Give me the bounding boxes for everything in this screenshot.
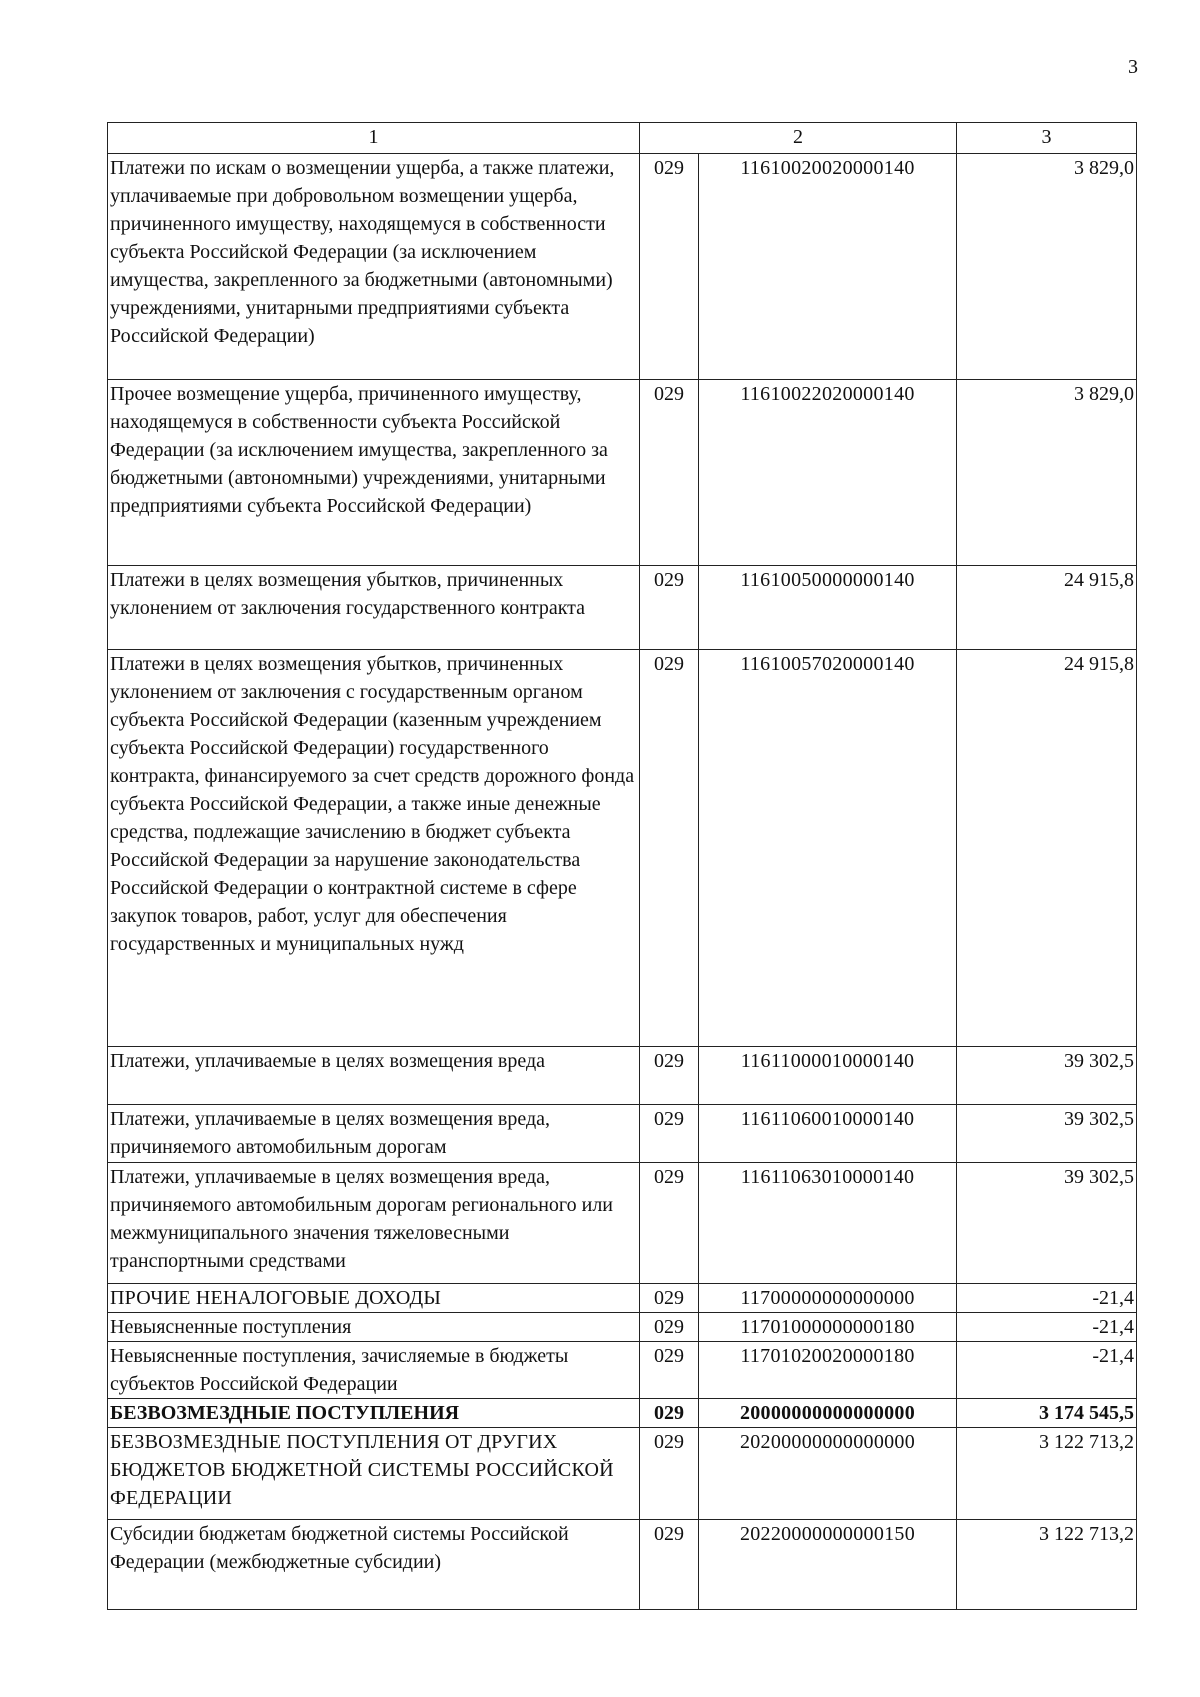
table-row xyxy=(108,566,1137,650)
row-name: Платежи в целях возмещения убытков, причиненных уклонением от заключения с государственным органом субъекта Российской Федерации (казенным учреждением субъекта Российской Федерации) государственного контракта, финансируемого за счет средств дорожного фонда субъекта Российской Федерации, а также иные денежные средства, подлежащие зачислению в бюджет субъекта Российской Федерации за нарушение законодательства Российской Федерации о контрактной системе в сфере закупок товаров, работ, услуг для обеспечения государственных и муниципальных нужд xyxy=(108,650,640,1047)
row-name: Невыясненные поступления xyxy=(108,1313,640,1342)
row-amount: -21,4 xyxy=(957,1284,1137,1313)
row-admin-code: 029 xyxy=(640,1342,699,1399)
table-row xyxy=(108,1313,1137,1342)
row-admin-code: 029 xyxy=(640,1105,699,1163)
row-budget-code: 20200000000000000 xyxy=(699,1428,957,1520)
row-budget-code: 11700000000000000 xyxy=(699,1284,957,1313)
row-budget-code: 11701020020000180 xyxy=(699,1342,957,1399)
table-row xyxy=(108,1342,1137,1399)
header-col-1: 1 xyxy=(108,123,640,154)
row-amount: 3 122 713,2 xyxy=(957,1520,1137,1610)
row-admin-code: 029 xyxy=(640,1520,699,1610)
row-amount: 24 915,8 xyxy=(957,650,1137,1047)
row-budget-code: 20000000000000000 xyxy=(699,1399,957,1428)
table-row xyxy=(108,154,1137,380)
row-budget-code: 11610050000000140 xyxy=(699,566,957,650)
row-admin-code: 029 xyxy=(640,1313,699,1342)
row-amount: -21,4 xyxy=(957,1313,1137,1342)
row-name: Прочее возмещение ущерба, причиненного имуществу, находящемуся в собственности субъекта Российской Федерации (за исключением имущества, закрепленного за бюджетными (автономными) учреждениями, унитарными предприятиями субъекта Российской Федерации) xyxy=(108,380,640,566)
row-amount: 39 302,5 xyxy=(957,1047,1137,1105)
row-name: Платежи, уплачиваемые в целях возмещения вреда, причиняемого автомобильным дорогам xyxy=(108,1105,640,1163)
row-admin-code: 029 xyxy=(640,154,699,380)
row-admin-code: 029 xyxy=(640,650,699,1047)
table-header-row xyxy=(108,123,1137,154)
row-admin-code: 029 xyxy=(640,1047,699,1105)
table-row xyxy=(108,1163,1137,1284)
row-name: БЕЗВОЗМЕЗДНЫЕ ПОСТУПЛЕНИЯ xyxy=(108,1399,640,1428)
row-name: Платежи, уплачиваемые в целях возмещения вреда, причиняемого автомобильным дорогам регионального или межмуниципального значения тяжеловесными транспортными средствами xyxy=(108,1163,640,1284)
row-budget-code: 11610057020000140 xyxy=(699,650,957,1047)
row-admin-code: 029 xyxy=(640,566,699,650)
row-budget-code: 11610022020000140 xyxy=(699,380,957,566)
table-row xyxy=(108,1047,1137,1105)
table-row xyxy=(108,650,1137,1047)
row-budget-code: 11611060010000140 xyxy=(699,1105,957,1163)
row-budget-code: 11611063010000140 xyxy=(699,1163,957,1284)
row-amount: 39 302,5 xyxy=(957,1105,1137,1163)
row-amount: -21,4 xyxy=(957,1342,1137,1399)
row-admin-code: 029 xyxy=(640,1163,699,1284)
row-name: Невыясненные поступления, зачисляемые в бюджеты субъектов Российской Федерации xyxy=(108,1342,640,1399)
table-row xyxy=(108,1105,1137,1163)
row-admin-code: 029 xyxy=(640,380,699,566)
row-amount: 39 302,5 xyxy=(957,1163,1137,1284)
revenue-table xyxy=(107,122,1137,1610)
table-row xyxy=(108,1284,1137,1313)
row-budget-code: 11611000010000140 xyxy=(699,1047,957,1105)
row-budget-code: 11610020020000140 xyxy=(699,154,957,380)
row-name: Платежи, уплачиваемые в целях возмещения вреда xyxy=(108,1047,640,1105)
table-row xyxy=(108,1399,1137,1428)
page-number: 3 xyxy=(1128,56,1138,78)
row-name: Субсидии бюджетам бюджетной системы Российской Федерации (межбюджетные субсидии) xyxy=(108,1520,640,1610)
table-row xyxy=(108,1428,1137,1520)
row-amount: 3 829,0 xyxy=(957,154,1137,380)
row-amount: 3 174 545,5 xyxy=(957,1399,1137,1428)
row-amount: 24 915,8 xyxy=(957,566,1137,650)
row-name: ПРОЧИЕ НЕНАЛОГОВЫЕ ДОХОДЫ xyxy=(108,1284,640,1313)
row-name: БЕЗВОЗМЕЗДНЫЕ ПОСТУПЛЕНИЯ ОТ ДРУГИХ БЮДЖЕТОВ БЮДЖЕТНОЙ СИСТЕМЫ РОССИЙСКОЙ ФЕДЕРАЦИИ xyxy=(108,1428,640,1520)
row-budget-code: 20220000000000150 xyxy=(699,1520,957,1610)
header-col-2: 2 xyxy=(640,123,957,154)
table-row xyxy=(108,380,1137,566)
table-row xyxy=(108,1520,1137,1610)
header-col-3: 3 xyxy=(957,123,1137,154)
row-admin-code: 029 xyxy=(640,1399,699,1428)
row-name: Платежи по искам о возмещении ущерба, а также платежи, уплачиваемые при добровольном возмещении ущерба, причиненного имуществу, находящемуся в собственности субъекта Российской Федерации (за исключением имущества, закрепленного за бюджетными (автономными) учреждениями, унитарными предприятиями субъекта Российской Федерации) xyxy=(108,154,640,380)
row-budget-code: 11701000000000180 xyxy=(699,1313,957,1342)
row-name: Платежи в целях возмещения убытков, причиненных уклонением от заключения государственного контракта xyxy=(108,566,640,650)
row-admin-code: 029 xyxy=(640,1428,699,1520)
row-amount: 3 829,0 xyxy=(957,380,1137,566)
row-admin-code: 029 xyxy=(640,1284,699,1313)
row-amount: 3 122 713,2 xyxy=(957,1428,1137,1520)
